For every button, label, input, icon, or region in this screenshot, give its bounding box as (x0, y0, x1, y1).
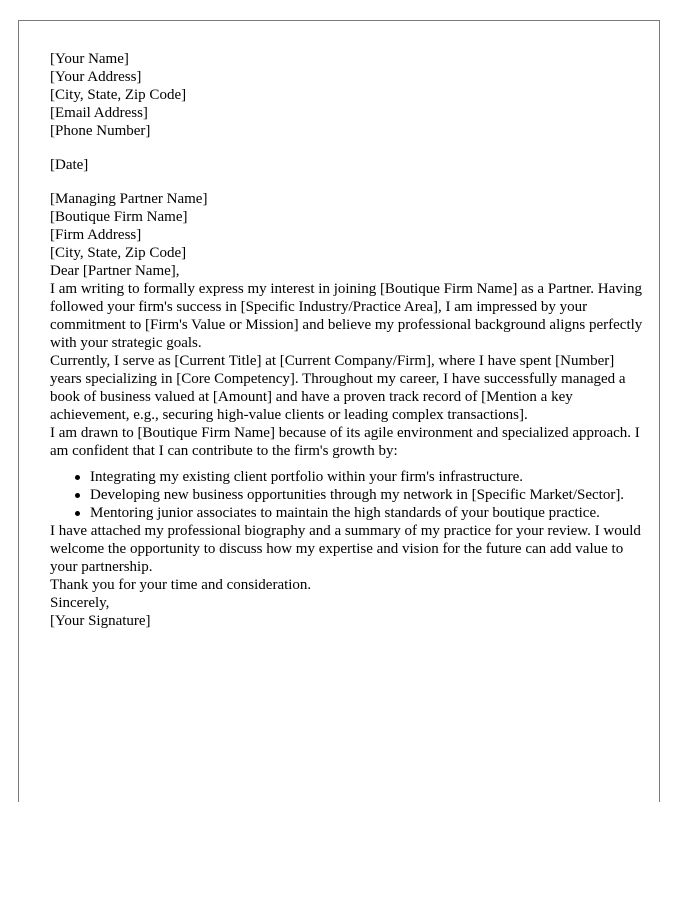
recipient-city-state-zip: [City, State, Zip Code] (50, 245, 187, 261)
sender-phone: [Phone Number] (50, 123, 151, 139)
sender-name: [Your Name] (50, 51, 129, 67)
paragraph-experience: Currently, I serve as [Current Title] at [Current Company/Firm], where I have spent [Number] years specializing in [Core Competency]. Throughout my career, I have successfully managed a book of business valued at [Amount] and have a proven track record of [Mention a key achievement, e.g., securing high-value clients or leading complex transactions]. (50, 353, 626, 423)
bullet-dot-icon (75, 475, 80, 480)
list-item (90, 504, 645, 522)
bullet-dot-icon (75, 493, 80, 498)
letter-content (50, 50, 645, 630)
contribution-list (50, 468, 645, 522)
sender-city-state-zip: [City, State, Zip Code] (50, 87, 187, 103)
recipient-firm: [Boutique Firm Name] (50, 209, 188, 225)
paragraph-interest: I am writing to formally express my interest in joining [Boutique Firm Name] as a Partner. Having followed your firm's success in [Specific Industry/Practice Area], I am impressed by your commitment to [Firm's Value or Mission] and believe my professional background aligns perfectly with your strategic goals. (50, 281, 643, 351)
letter-page (18, 20, 660, 802)
list-item (90, 486, 645, 504)
bullet-dot-icon (75, 511, 80, 516)
paragraph-thanks: Thank you for your time and consideration. (50, 577, 312, 593)
recipient-name: [Managing Partner Name] (50, 191, 208, 207)
date-block (50, 156, 645, 174)
paragraph-attachment: I have attached my professional biography and a summary of my practice for your review. I would welcome the opportunity to discuss how my expertise and vision for the future can add value to your partnership. (50, 523, 641, 575)
sender-block (50, 50, 645, 140)
letter-date: [Date] (50, 157, 89, 173)
paragraph-motivation: I am drawn to [Boutique Firm Name] because of its agile environment and specialized approach. I am confident that I can contribute to the firm's growth by: (50, 425, 640, 459)
recipient-address: [Firm Address] (50, 227, 142, 243)
list-item-text: Developing new business opportunities through my network in [Specific Market/Sector]. (90, 487, 625, 503)
sender-email: [Email Address] (50, 105, 148, 121)
recipient-block (50, 190, 645, 262)
salutation: Dear [Partner Name], (50, 263, 180, 279)
list-item (90, 468, 645, 486)
list-item-text: Mentoring junior associates to maintain the high standards of your boutique practice. (90, 505, 600, 521)
closing: Sincerely, (50, 595, 110, 611)
signature: [Your Signature] (50, 613, 151, 629)
sender-address: [Your Address] (50, 69, 142, 85)
list-item-text: Integrating my existing client portfolio within your firm's infrastructure. (90, 469, 524, 485)
